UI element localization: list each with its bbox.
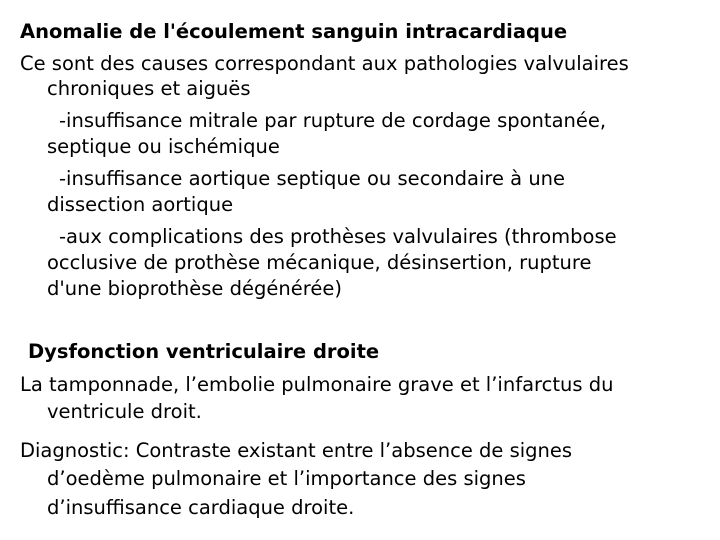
text-line: Ce sont des causes correspondant aux pathologies valvulaires — [20, 52, 629, 75]
bullet-line: -insuffisance mitrale par rupture de cordage spontanée, — [59, 109, 607, 132]
bullet-line: -aux complications des prothèses valvulaires (thrombose — [59, 225, 617, 248]
text-line: La tamponnade, l’embolie pulmonaire grave et l’infarctus du — [20, 373, 614, 396]
text-line: ventricule droit. — [47, 400, 202, 423]
text-line: d’oedème pulmonaire et l’importance des signes — [47, 467, 526, 490]
section-heading-right-ventricle: Dysfonction ventriculaire droite — [28, 340, 380, 363]
text-line: septique ou ischémique — [47, 135, 280, 158]
text-line: dissection aortique — [47, 193, 234, 216]
text-line: d’insuffisance cardiaque droite. — [47, 496, 355, 519]
text-line: Diagnostic: Contraste existant entre l’absence de signes — [20, 439, 573, 462]
text-line: d'une bioprothèse dégénérée) — [47, 277, 342, 300]
section-heading-intracardiac: Anomalie de l'écoulement sanguin intracardiaque — [20, 20, 568, 43]
bullet-line: -insuffisance aortique septique ou secondaire à une — [59, 167, 566, 190]
text-line: chroniques et aiguës — [47, 77, 251, 100]
text-line: occlusive de prothèse mécanique, désinsertion, rupture — [47, 251, 592, 274]
